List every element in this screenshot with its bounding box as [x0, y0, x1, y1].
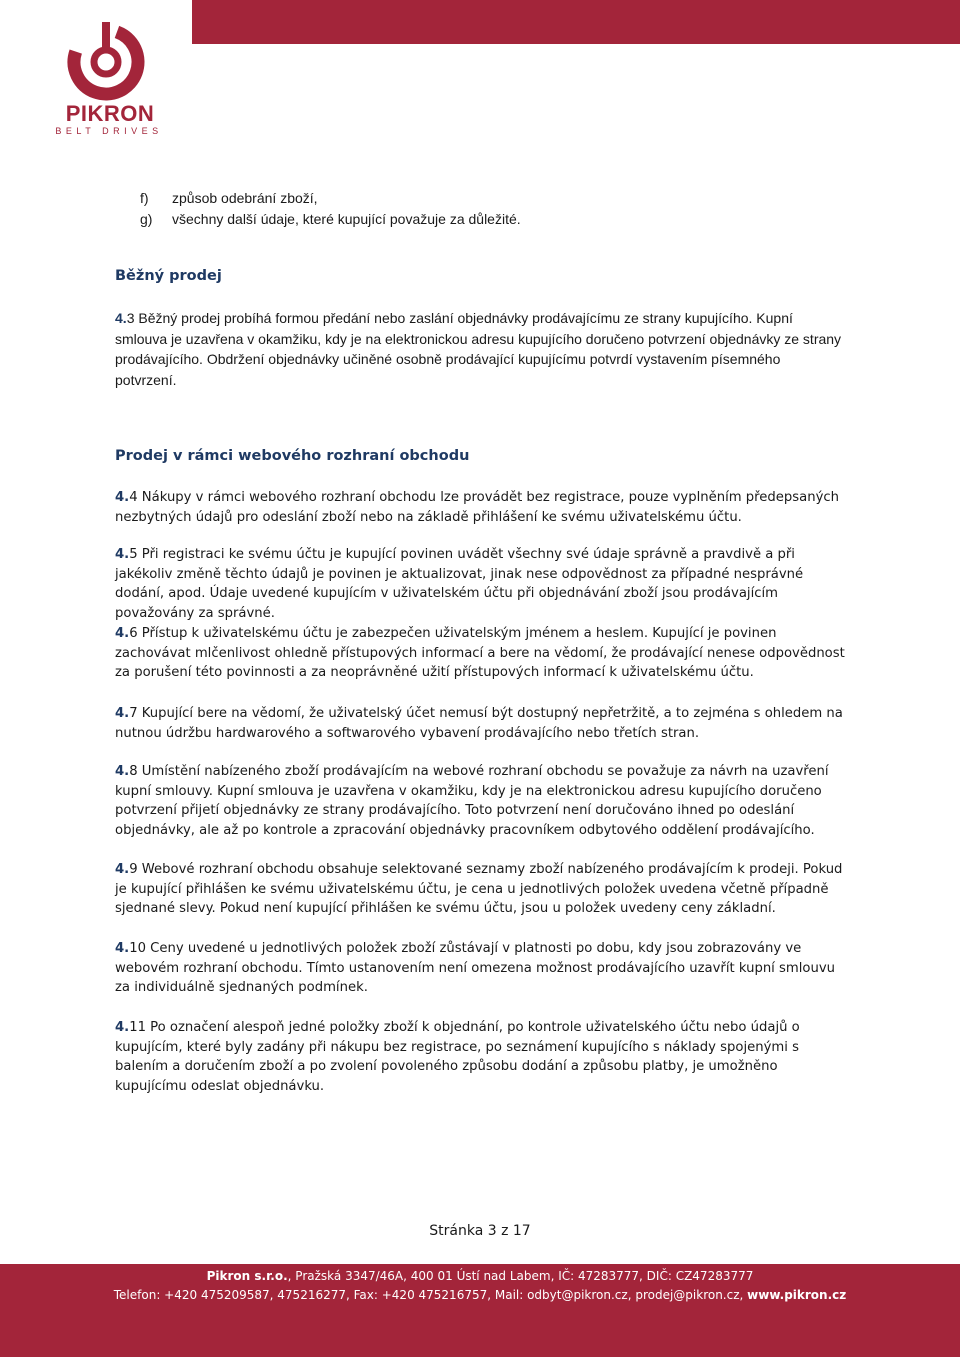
paragraph-number: 4.9 [115, 862, 138, 877]
section-heading-bezny-prodej: Běžný prodej [115, 268, 222, 284]
footer-contact: Telefon: +420 475209587, 475216277, Fax: +420 475216757, Mail: odbyt@pikron.cz, prodej@pikron.cz, [113, 1288, 748, 1302]
list-marker: g) [140, 211, 153, 227]
paragraph-4-7 [115, 704, 845, 743]
pikron-emblem-icon [48, 18, 168, 108]
list-item [140, 209, 521, 230]
paragraph-number: 4.5 [115, 547, 138, 562]
paragraph-4-8 [115, 762, 845, 840]
footer-website-link[interactable]: www.pikron.cz [747, 1288, 847, 1302]
section-heading-web-prodej: Prodej v rámci webového rozhraní obchodu [115, 448, 470, 464]
paragraph-number: 4.7 [115, 706, 138, 721]
paragraph-number: 4.11 [115, 1020, 146, 1035]
paragraph-4-4 [115, 488, 845, 527]
paragraph-number: 4.10 [115, 941, 146, 956]
list-item-text: všechny další údaje, které kupující považuje za důležité. [172, 211, 521, 227]
list-marker: f) [140, 190, 149, 206]
footer-company-name: Pikron s.r.o. [206, 1269, 288, 1283]
header-band [192, 0, 960, 44]
paragraph-text: Běžný prodej probíhá formou předání nebo zaslání objednávky prodávajícímu ze strany kupujícího. Kupní smlouva je uzavřena v okamžiku, kdy je na elektronickou adresu kupujícího doručeno potvrzení objednávky ze strany prodávajícího. Obdržení objednávky učiněné osobně prodávající kupujícímu potvrdí vystavením písemného potvrzení. [115, 310, 842, 388]
paragraph-4-11 [115, 1018, 845, 1096]
pikron-logo [48, 18, 168, 138]
paragraph-text: Ceny uvedené u jednotlivých položek zboží zůstávají v platnosti po dobu, kdy jsou zobrazovány ve webovém rozhraní obchodu. Tímto ustanovením není omezena možnost prodávajícího uzavřít kupní smlouvu za individuálně sjednaných podmínek. [115, 941, 836, 996]
page-number: Stránka 3 z 17 [429, 1223, 531, 1239]
paragraph-text: Webové rozhraní obchodu obsahuje selektované seznamy zboží nabízeného prodávajícím k prodeji. Pokud je kupující přihlášen ke svému uživatelskému účtu, je cena u jednotlivých položek uvedena včetně případně sjednané slevy. Pokud není kupující přihlášen ke svému účtu, jsou u položek uvedeny ceny základní. [115, 862, 843, 917]
footer-contact-line [0, 1288, 960, 1302]
paragraph-text: Umístění nabízeného zboží prodávajícím na webové rozhraní obchodu se považuje za návrh na uzavření kupní smlouvy. Kupní smlouva je uzavřena v okamžiku, kdy je na elektronickou adresu kupujícího doručeno potvrzení přijetí objednávky ze strany prodávajícího. Toto potvrzení není doručováno ihned po odeslání objednávky, ale až po kontrole a zpracování objednávky pracovníkem odbytového oddělení prodávajícího. [115, 764, 829, 838]
paragraph-number: 4.3 [115, 310, 135, 326]
paragraph-4-6 [115, 624, 845, 683]
list-continuation [140, 188, 521, 230]
paragraph-number: 4.4 [115, 490, 138, 505]
paragraph-number: 4.6 [115, 626, 138, 641]
brand-tagline: BELT DRIVES [55, 126, 163, 136]
paragraph-text: Přístup k uživatelskému účtu je zabezpečen uživatelským jménem a heslem. Kupující je povinen zachovávat mlčenlivost ohledně přístupových informací a bere na vědomí, že prodávající nenese odpovědnost za porušení této povinnosti a za neoprávněné užití přístupových informací k uživatelskému účtu. [115, 626, 845, 681]
list-item-text: způsob odebrání zboží, [172, 190, 318, 206]
list-item [140, 188, 521, 209]
paragraph-text: Při registraci ke svému účtu je kupující povinen uvádět všechny své údaje správně a pravdivě a při jakékoliv změně těchto údajů je povinen je aktualizovat, jinak nese odpovědnost za případné nesprávné dodání, apod. Údaje uvedené kupujícím v uživatelském účtu při objednávání zboží jsou prodávajícím považovány za správné. [115, 547, 804, 621]
footer-address: , Pražská 3347/46A, 400 01 Ústí nad Labem, IČ: 47283777, DIČ: CZ47283777 [287, 1269, 754, 1283]
paragraph-number: 4.8 [115, 764, 138, 779]
paragraph-text: Po označení alespoň jedné položky zboží k objednání, po kontrole uživatelského účtu nebo údajů o kupujícím, které byly zadány při nákupu bez registrace, po seznámení kupujícího s náklady spojenými s balením a doručením zboží a po zvolení povoleného způsobu dodání a způsobu platby, je umožněno kupujícímu odeslat objednávku. [115, 1020, 800, 1094]
brand-name: PIKRON [65, 101, 155, 126]
footer-band [0, 1264, 960, 1357]
paragraph-4-10 [115, 939, 845, 998]
paragraph-4-5 [115, 545, 845, 623]
paragraph-text: Kupující bere na vědomí, že uživatelský účet nemusí být dostupný nepřetržitě, a to zejména s ohledem na nutnou údržbu hardwarového a softwarového vybavení prodávajícího nebo třetích stran. [115, 706, 843, 741]
paragraph-text: Nákupy v rámci webového rozhraní obchodu lze provádět bez registrace, pouze vyplněním předepsaných nezbytných údajů pro odeslání zboží nebo na základě přihlášení ke svému uživatelskému účtu. [115, 490, 839, 525]
paragraph-4-9 [115, 860, 845, 919]
paragraph-4-3 [115, 308, 845, 390]
footer-company-line [0, 1269, 960, 1283]
